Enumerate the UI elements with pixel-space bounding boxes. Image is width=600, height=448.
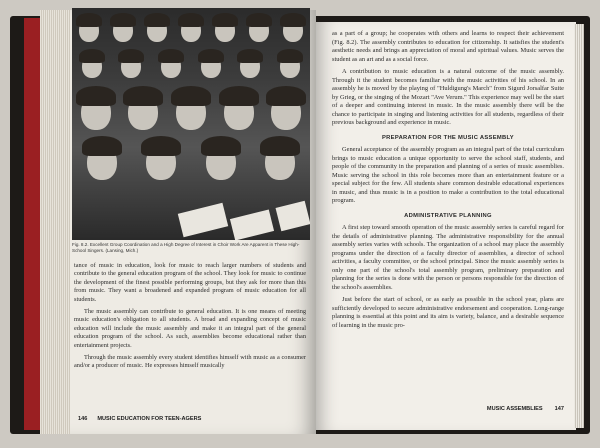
section-heading: ADMINISTRATIVE PLANNING bbox=[404, 212, 492, 219]
section-heading: PREPARATION FOR THE MUSIC ASSEMBLY bbox=[382, 134, 514, 141]
running-head: MUSIC ASSEMBLIES bbox=[486, 406, 543, 412]
paragraph: tance of music in education, look for music to reach larger numbers of students and contribute to the general education program of the school. They look for music to continue the development of the finest possible performing groups, but they ask for more than this from music. They want a broadened and expanded program of music education for all students. bbox=[74, 262, 306, 303]
spine-strip bbox=[24, 18, 40, 430]
paragraph: General acceptance of the assembly program as an integral part of the total curriculum brings to music education a unique opportunity to serve the school staff, students, and people of the community in the preparation and planning of a series of music assemblies. Music serving the school in this role becomes more than an entertainment feature or a special subject for the few. All students share common desirable educational experiences in music, and thus music is in a position to make a contribution to the total educational program. bbox=[332, 146, 564, 204]
page-number: 146 bbox=[78, 416, 88, 422]
right-page-edges bbox=[574, 24, 584, 428]
running-head: MUSIC EDUCATION FOR TEEN-AGERS bbox=[97, 416, 202, 422]
paragraph: The music assembly can contribute to general education. It is one means of meeting music education's obligation to all students. A broad and expanding concept of music education will include the music assembly and make it an integral part of the general education program of the school. As such, assemblies become educational rather than entertainment projects. bbox=[74, 308, 306, 349]
right-footer bbox=[332, 406, 564, 412]
paragraph: Just before the start of school, or as early as possible in the school year, plans are sufficiently developed to secure administrative endorsement and cooperation. Long-range planning is essential at this point and its aim is variety, balance, and a desirable sequence of learning in the music pro- bbox=[332, 296, 564, 329]
right-page-text bbox=[332, 30, 564, 334]
figure-caption: Fig. 8.2. Excellent Group Coordination and a High Degree of Interest in Choir Work Are Apparent in These High-School Singers. (Lansing, Mich.) bbox=[72, 242, 300, 253]
page-number: 147 bbox=[554, 406, 564, 412]
paragraph: A contribution to music education is a natural outcome of the music assembly. Through it the student becomes familiar with the music activities of his school. In an assembly he is moved by the playing of "Huldigung's March" from Sigurd Jorsalfar Suite by Grieg, or the singing of the Mozart "Ave Verum." This experience may well be the start of a deeper and continuing interest in music. In the music assembly there will be the chance to participate in singing and listening activities for all students, regardless of their previous background and experience in music. bbox=[332, 68, 564, 126]
paragraph: Through the music assembly every student identifies himself with music as a consumer and/or a producer of music. He expresses himself musically bbox=[74, 354, 306, 370]
choir-photo bbox=[72, 8, 310, 240]
paragraph: as a part of a group; he cooperates with others and learns to respect their achievement (Fig. 8.2). The assembly contributes to education for citizenship. It satisfies the student's aesthetic needs and brings an appreciation of moral and spiritual values. Music serves the student as an art and as a social force. bbox=[332, 30, 564, 63]
left-footer bbox=[78, 416, 304, 422]
paragraph: A first step toward smooth operation of the music assembly series is careful regard for the details of administrative planning. The administrative responsibility for the annual assembly series varies with schools. The organization of a school may place the assembly programs under the direction of a faculty director of assemblies, a director of school activities, a faculty committee, or the school principal. Since the music assembly series is only one part of the school's total assembly program, preliminary preparation and planning for the series is done with the person or persons responsible for the direction of the school's assemblies. bbox=[332, 224, 564, 291]
left-page-text bbox=[74, 262, 306, 375]
left-page-edges bbox=[40, 10, 70, 434]
